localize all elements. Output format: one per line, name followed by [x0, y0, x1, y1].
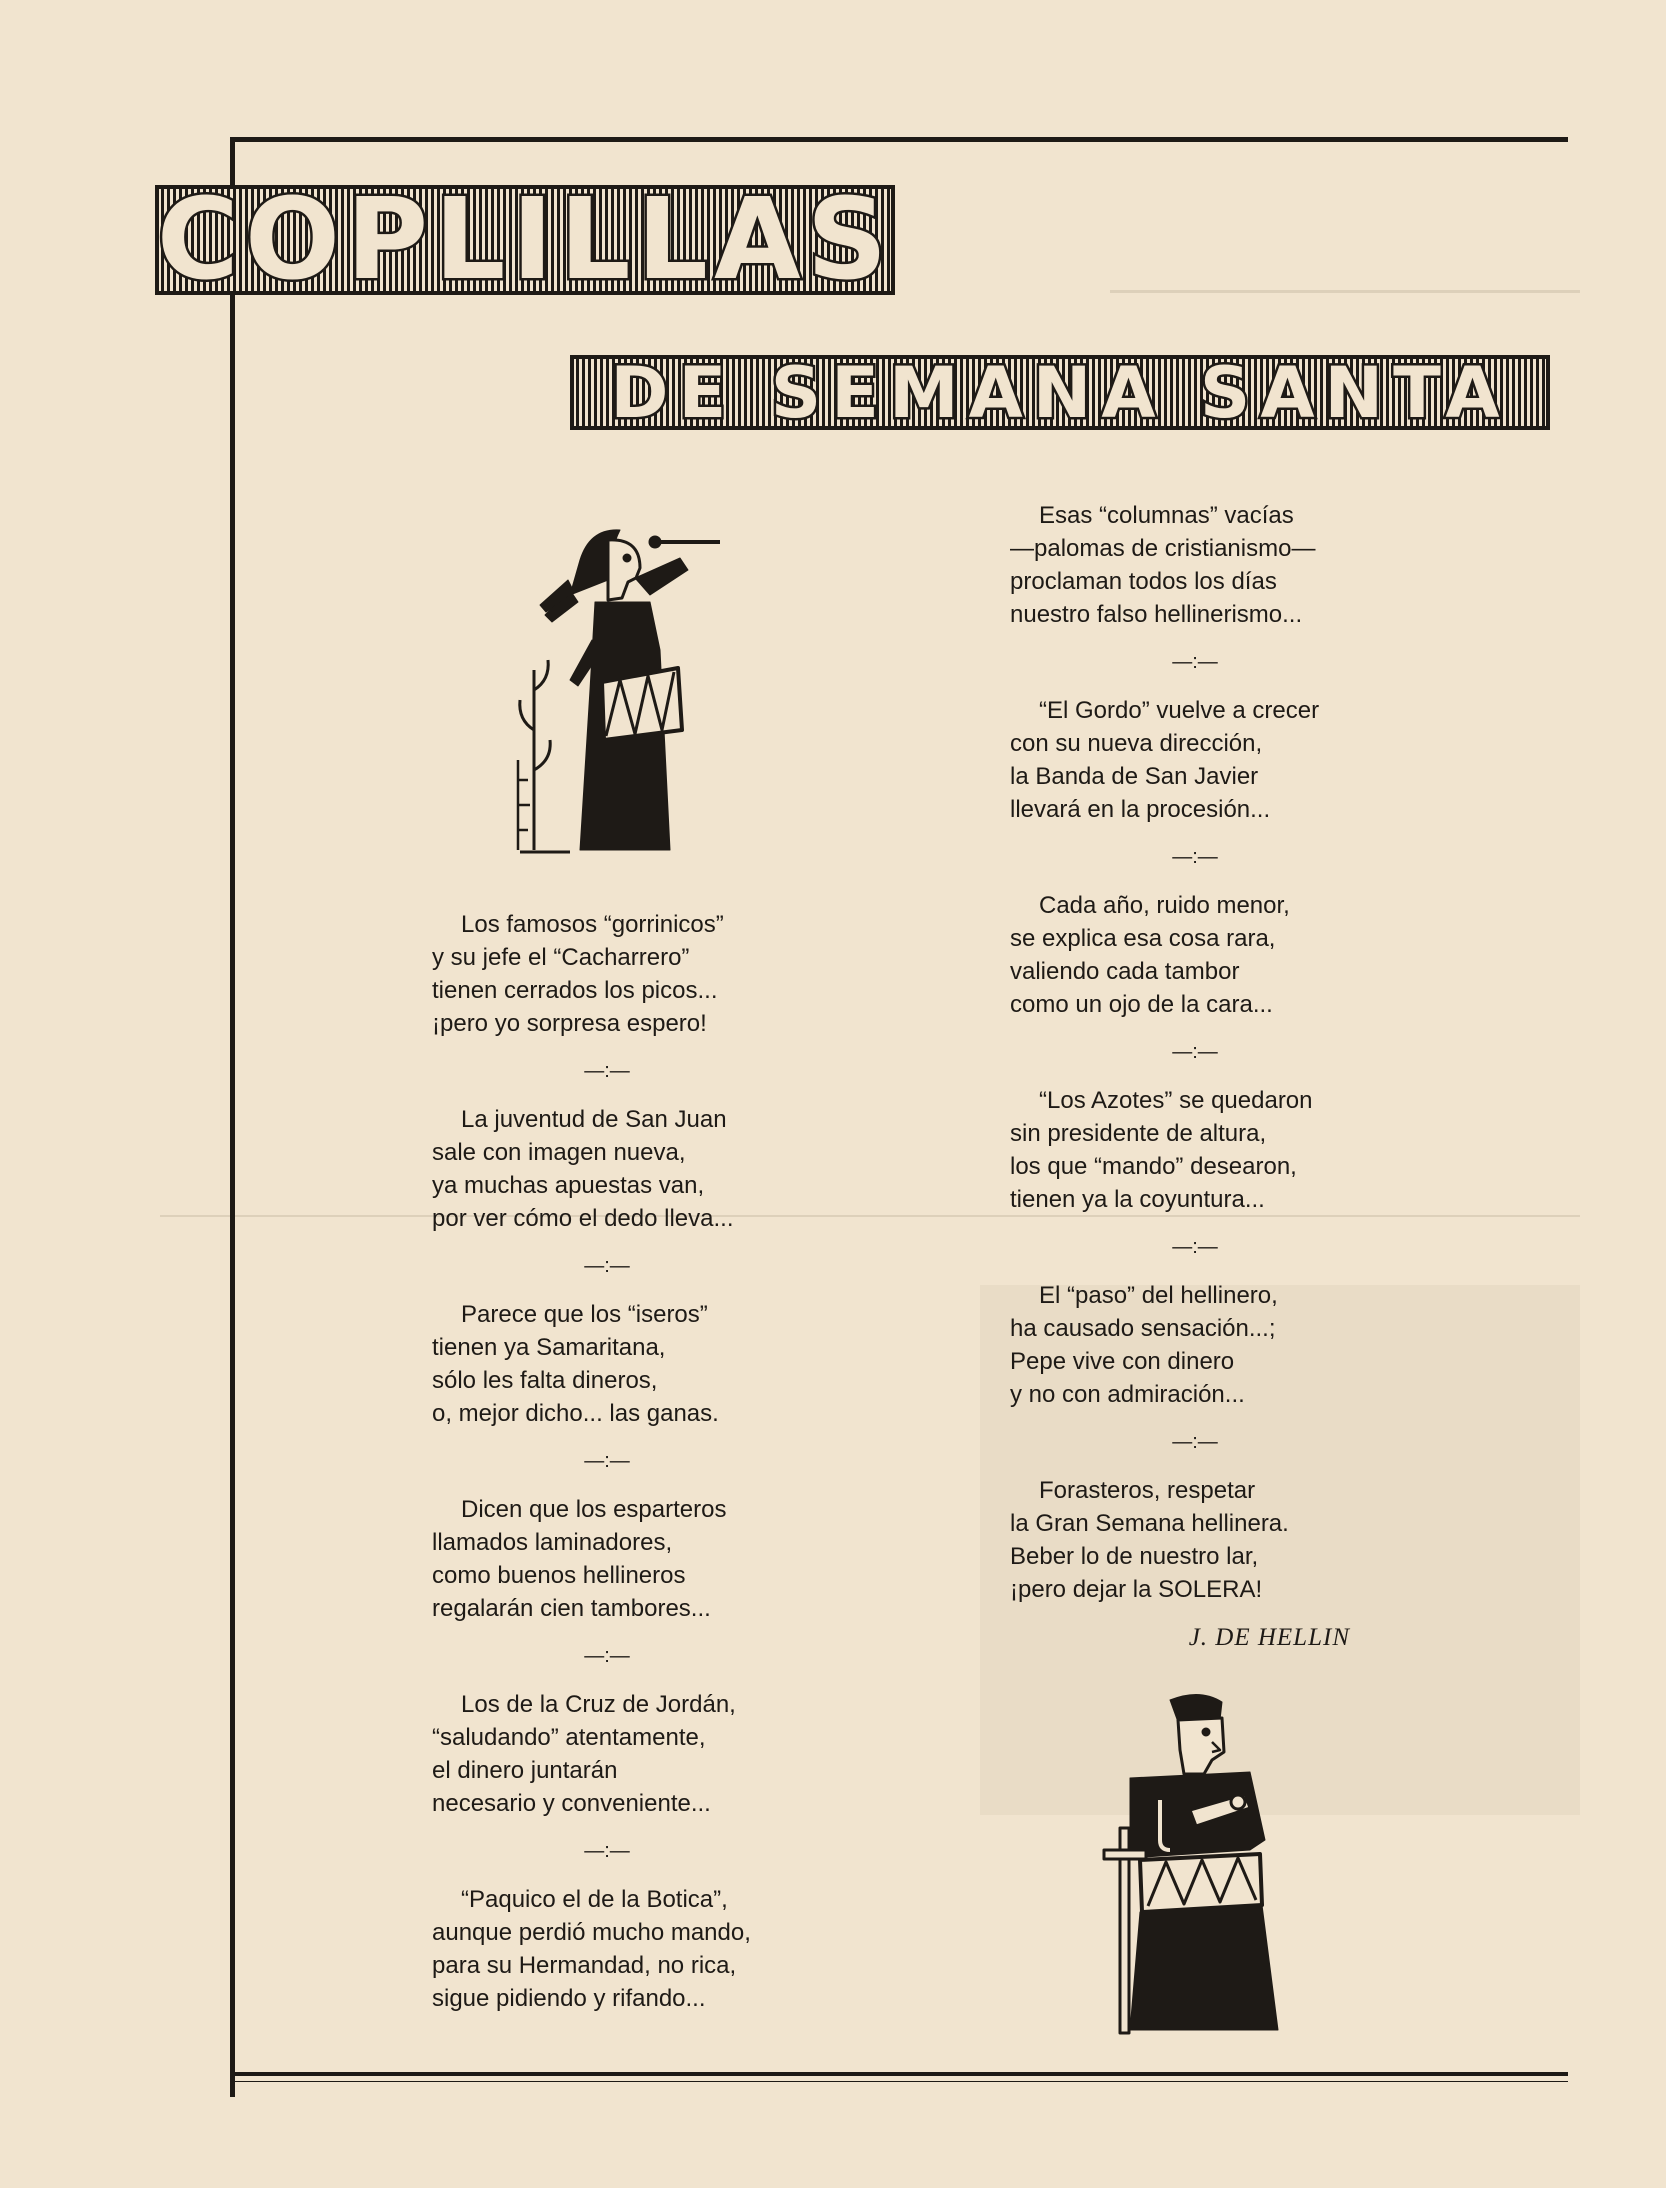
verse-line: llevará en la procesión...	[1010, 796, 1271, 823]
stanza-separator: —:—	[1172, 1236, 1218, 1258]
frame-left-rule	[230, 137, 235, 2097]
verse-line: Parece que los “iseros”	[461, 1301, 708, 1328]
frame-top-rule	[230, 137, 1568, 142]
stanza-separator: —:—	[584, 1255, 630, 1277]
verse-line: “saludando” atentamente,	[432, 1724, 706, 1751]
verse-line: Esas “columnas” vacías	[1039, 502, 1294, 529]
stanza	[432, 908, 852, 1040]
stanza-separator: —:—	[584, 1450, 630, 1472]
frame-bottom-rule-thin	[230, 2081, 1568, 2082]
verse-line: tienen ya la coyuntura...	[1010, 1186, 1265, 1213]
stanza	[1010, 694, 1450, 826]
page-subtitle: DE SEMANA SANTA	[610, 355, 1510, 430]
verse-line: ya muchas apuestas van,	[432, 1172, 705, 1199]
verse-line: necesario y conveniente...	[432, 1790, 711, 1817]
verse-line: con su nueva dirección,	[1010, 730, 1263, 757]
verse-line: Los de la Cruz de Jordán,	[461, 1691, 736, 1718]
stanza	[1010, 889, 1450, 1021]
verse-line: sólo les falta dineros,	[432, 1367, 658, 1394]
author-signature: J. DE HELLIN	[1188, 1624, 1350, 1651]
verse-line: regalarán cien tambores...	[432, 1595, 711, 1622]
subtitle-banner	[570, 355, 1550, 430]
title-banner-coplillas	[155, 185, 895, 295]
verse-line: Pepe vive con dinero	[1010, 1348, 1235, 1375]
verse-line: aunque perdió mucho mando,	[432, 1919, 751, 1946]
verse-line: ha causado sensación...;	[1010, 1315, 1276, 1342]
stanza-separator: —:—	[584, 1840, 630, 1862]
verse-line: —palomas de cristianismo—	[1010, 535, 1316, 562]
verse-line: La juventud de San Juan	[461, 1106, 727, 1133]
verse-line: nuestro falso hellinerismo...	[1010, 601, 1303, 628]
stanza	[432, 1493, 852, 1625]
stanza	[1010, 1279, 1450, 1411]
frame-bottom-rule	[230, 2072, 1568, 2076]
verse-line: tienen ya Samaritana,	[432, 1334, 666, 1361]
verse-line: y su jefe el “Cacharrero”	[432, 944, 690, 971]
verse-line: como un ojo de la cara...	[1010, 991, 1273, 1018]
stanza-separator: —:—	[1172, 846, 1218, 868]
verse-line: Los famosos “gorrinicos”	[461, 911, 724, 938]
verse-line: Dicen que los esparteros	[461, 1496, 727, 1523]
verse-line: la Gran Semana hellinera.	[1010, 1510, 1289, 1537]
verse-line: se explica esa cosa rara,	[1010, 925, 1276, 952]
stanza	[1010, 499, 1450, 631]
stanza	[1010, 1474, 1450, 1606]
verse-line: valiendo cada tambor	[1010, 958, 1240, 985]
verse-line: como buenos hellineros	[432, 1562, 686, 1589]
stanza-separator: —:—	[1172, 1041, 1218, 1063]
verse-line: o, mejor dicho... las ganas.	[432, 1400, 719, 1427]
verse-line: para su Hermandad, no rica,	[432, 1952, 737, 1979]
stanza-separator: —:—	[1172, 651, 1218, 673]
verse-line: sale con imagen nueva,	[432, 1139, 686, 1166]
stanza-separator: —:—	[584, 1060, 630, 1082]
verse-line: ¡pero yo sorpresa espero!	[432, 1010, 707, 1037]
verse-line: sigue pidiendo y rifando...	[432, 1985, 706, 2012]
verse-line: El “paso” del hellinero,	[1039, 1282, 1278, 1309]
verse-line: llamados laminadores,	[432, 1529, 673, 1556]
cross-bearer-figure-icon	[1100, 1690, 1330, 2035]
ghost-rule	[1110, 290, 1580, 293]
drummer-figure-icon	[510, 520, 730, 860]
stanza-separator: —:—	[584, 1645, 630, 1667]
verse-line: Beber lo de nuestro lar,	[1010, 1543, 1259, 1570]
verse-line: “Paquico el de la Botica”,	[461, 1886, 728, 1913]
stanza	[432, 1103, 852, 1235]
verse-line: “El Gordo” vuelve a crecer	[1039, 697, 1320, 724]
poem-column-left	[432, 908, 852, 2030]
verse-line: Forasteros, respetar	[1039, 1477, 1256, 1504]
verse-line: por ver cómo el dedo lleva...	[432, 1205, 734, 1232]
stanza	[432, 1883, 852, 2015]
verse-line: los que “mando” desearon,	[1010, 1153, 1297, 1180]
verse-line: sin presidente de altura,	[1010, 1120, 1267, 1147]
verse-line: la Banda de San Javier	[1010, 763, 1259, 790]
verse-line: el dinero juntarán	[432, 1757, 618, 1784]
verse-line: Cada año, ruido menor,	[1039, 892, 1290, 919]
verse-line: tienen cerrados los picos...	[432, 977, 718, 1004]
verse-line: proclaman todos los días	[1010, 568, 1277, 595]
page-title: COPLILLAS	[156, 185, 894, 295]
verse-line: y no con admiración...	[1010, 1381, 1245, 1408]
stanza	[1010, 1084, 1450, 1216]
poem-column-right	[1010, 499, 1450, 1654]
verse-line: ¡pero dejar la SOLERA!	[1010, 1576, 1263, 1603]
stanza	[432, 1298, 852, 1430]
stanza	[432, 1688, 852, 1820]
verse-line: “Los Azotes” se quedaron	[1039, 1087, 1313, 1114]
stanza-separator: —:—	[1172, 1431, 1218, 1453]
